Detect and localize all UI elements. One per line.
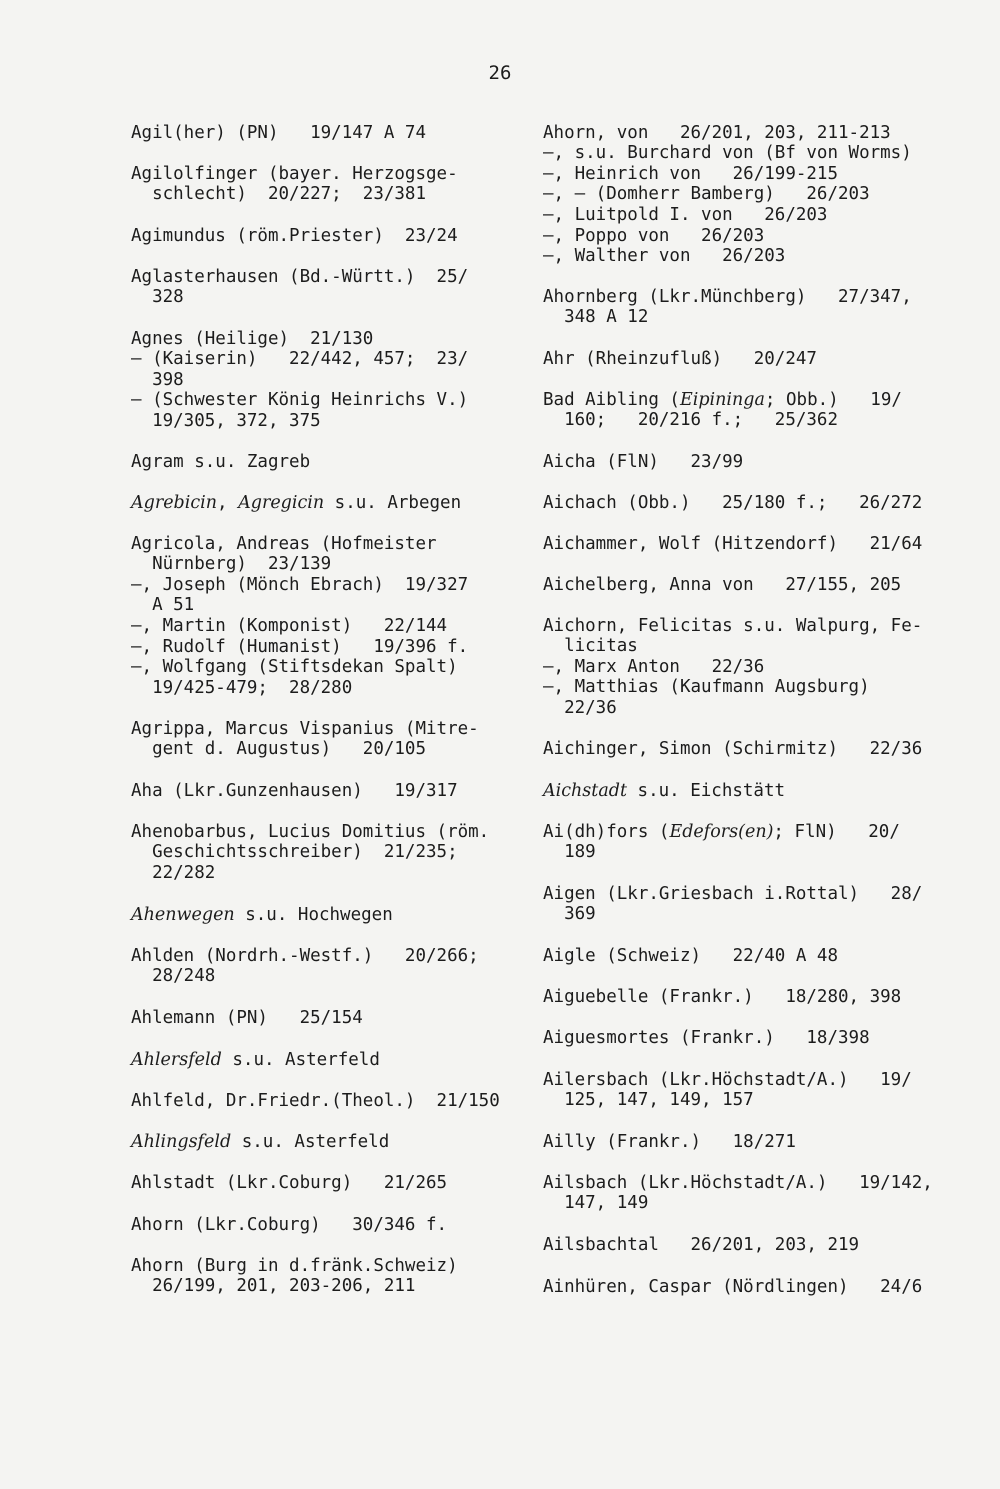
entry-text: Ai(dh)fors ( — [543, 821, 670, 842]
entry-text: —, Rudolf (Humanist) 19/396 f. — [131, 636, 469, 657]
entry-text: Aicha (FlN) 23/99 — [543, 451, 744, 472]
page-number: 26 — [488, 62, 512, 84]
entry-line — [131, 1173, 551, 1194]
entry-text: Aichorn, Felicitas s.u. Walpurg, Fe- — [543, 615, 923, 636]
entry-text: Ahr (Rheinzufluß) 20/247 — [543, 348, 817, 369]
entry-line — [543, 307, 963, 328]
entry-line — [131, 1215, 551, 1236]
entry-line — [543, 575, 963, 596]
entry-text: Aigen (Lkr.Griesbach i.Rottal) 28/ — [543, 883, 923, 904]
entry-line — [131, 123, 551, 144]
entry-text: Ailersbach (Lkr.Höchstadt/A.) 19/ — [543, 1069, 912, 1090]
entry-text: A 51 — [131, 595, 195, 616]
entry-line — [543, 1070, 963, 1091]
entry-text: Agnes (Heilige) 21/130 — [131, 328, 374, 349]
entry-line — [543, 616, 963, 637]
entry-text: Ahlstadt (Lkr.Coburg) 21/265 — [131, 1172, 448, 1193]
entry-text: 328 — [131, 287, 184, 308]
entry-text: —, s.u. Burchard von (Bf von Worms) — [543, 143, 912, 164]
entry-line — [131, 595, 551, 616]
entry-line — [131, 966, 551, 987]
italic-place-name: Ahenwegen — [131, 904, 235, 925]
index-entry — [543, 1173, 963, 1214]
entry-text: s.u. Asterfeld — [231, 1131, 390, 1152]
entry-text: schlecht) 20/227; 23/381 — [131, 184, 427, 205]
entry-text: 19/305, 372, 375 — [131, 411, 321, 432]
entry-line — [543, 884, 963, 905]
entry-text: 189 — [543, 842, 596, 863]
index-entry — [131, 452, 551, 473]
entry-text: Ahlden (Nordrh.-Westf.) 20/266; — [131, 945, 479, 966]
entry-text: — (Schwester König Heinrichs V.) — [131, 390, 469, 411]
index-entry — [543, 739, 963, 760]
entry-line — [543, 1090, 963, 1111]
index-entry — [543, 123, 963, 267]
entry-line — [543, 287, 963, 308]
italic-place-name: Agrebicin — [131, 492, 218, 513]
entry-text: Aglasterhausen (Bd.-Württ.) 25/ — [131, 266, 469, 287]
entry-text: licitas — [543, 636, 638, 657]
index-entry — [131, 226, 551, 247]
entry-line — [131, 1050, 551, 1071]
entry-text: Aiguebelle (Frankr.) 18/280, 398 — [543, 986, 902, 1007]
entry-line — [131, 657, 551, 678]
index-entry — [131, 329, 551, 432]
entry-text: Agilolfinger (bayer. Herzogsge- — [131, 163, 458, 184]
entry-text: Geschichtsschreiber) 21/235; — [131, 842, 458, 863]
index-entry — [543, 534, 963, 555]
entry-line — [543, 493, 963, 514]
entry-line — [131, 554, 551, 575]
entry-text: Ahorn (Lkr.Coburg) 30/346 f. — [131, 1214, 448, 1235]
entry-text: —, — (Domherr Bamberg) 26/203 — [543, 184, 870, 205]
entry-line — [543, 349, 963, 370]
entry-text: Ahorn (Burg in d.fränk.Schweiz) — [131, 1255, 458, 1276]
entry-text: Nürnberg) 23/139 — [131, 554, 332, 575]
entry-text: 22/282 — [131, 862, 216, 883]
entry-line — [543, 842, 963, 863]
entry-text: 348 A 12 — [543, 307, 649, 328]
entry-text: —, Poppo von 26/203 — [543, 225, 765, 246]
entry-text: 398 — [131, 369, 184, 390]
entry-text: —, Martin (Komponist) 22/144 — [131, 616, 448, 637]
index-entry — [543, 884, 963, 925]
index-entry — [543, 1070, 963, 1111]
entry-line — [131, 390, 551, 411]
entry-text: Ahenobarbus, Lucius Domitius (röm. — [131, 821, 490, 842]
entry-line — [131, 863, 551, 884]
entry-line — [543, 184, 963, 205]
entry-text: Agil(her) (PN) 19/147 A 74 — [131, 122, 427, 143]
entry-text: Aichach (Obb.) 25/180 f.; 26/272 — [543, 492, 923, 513]
entry-text: —, Joseph (Mönch Ebrach) 19/327 — [131, 574, 469, 595]
index-entry — [131, 1091, 551, 1112]
index-entry — [543, 987, 963, 1008]
index-entry — [131, 1256, 551, 1297]
italic-place-name: Edefors(en) — [669, 821, 774, 842]
index-entry — [131, 719, 551, 760]
index-entry — [543, 1235, 963, 1256]
entry-line — [131, 493, 551, 514]
entry-text: Aichinger, Simon (Schirmitz) 22/36 — [543, 738, 923, 759]
entry-text: , — [217, 492, 239, 513]
entry-line — [543, 657, 963, 678]
entry-line — [543, 987, 963, 1008]
entry-line — [543, 1173, 963, 1194]
entry-line — [131, 637, 551, 658]
entry-line — [131, 1132, 551, 1153]
entry-line — [543, 904, 963, 925]
entry-line — [131, 842, 551, 863]
entry-line — [131, 411, 551, 432]
entry-line — [131, 164, 551, 185]
entry-line — [543, 164, 963, 185]
index-entry — [543, 616, 963, 719]
entry-line — [543, 677, 963, 698]
entry-text: Aha (Lkr.Gunzenhausen) 19/317 — [131, 780, 458, 801]
entry-line — [131, 329, 551, 350]
entry-text: s.u. Asterfeld — [221, 1049, 380, 1070]
entry-line — [543, 226, 963, 247]
index-entry — [543, 575, 963, 596]
entry-text: 147, 149 — [543, 1193, 649, 1214]
entry-line — [543, 781, 963, 802]
entry-text: Aigle (Schweiz) 22/40 A 48 — [543, 945, 839, 966]
entry-text: ; Obb.) 19/ — [764, 389, 902, 410]
entry-line — [131, 1256, 551, 1277]
entry-text: Agram s.u. Zagreb — [131, 451, 311, 472]
entry-line — [131, 370, 551, 391]
entry-line — [131, 349, 551, 370]
entry-text: Bad Aibling ( — [543, 389, 680, 410]
italic-place-name: Aichstadt — [543, 780, 627, 801]
entry-text: —, Heinrich von 26/199-215 — [543, 163, 839, 184]
index-entry — [543, 287, 963, 328]
index-entry — [131, 1215, 551, 1236]
entry-line — [543, 123, 963, 144]
index-entry — [543, 946, 963, 967]
entry-text: Ahorn, von 26/201, 203, 211-213 — [543, 122, 891, 143]
entry-line — [543, 205, 963, 226]
entry-text: 26/199, 201, 203-206, 211 — [131, 1276, 416, 1297]
index-entry — [543, 822, 963, 863]
entry-line — [131, 678, 551, 699]
entry-text: —, Matthias (Kaufmann Augsburg) — [543, 677, 870, 698]
index-entry — [131, 905, 551, 926]
entry-line — [543, 698, 963, 719]
index-entry — [543, 452, 963, 473]
entry-line — [131, 575, 551, 596]
entry-line — [131, 905, 551, 926]
entry-line — [543, 1132, 963, 1153]
entry-line — [543, 1193, 963, 1214]
index-entry — [131, 822, 551, 884]
entry-line — [131, 946, 551, 967]
entry-text: Ahlfeld, Dr.Friedr.(Theol.) 21/150 — [131, 1090, 500, 1111]
entry-line — [543, 1235, 963, 1256]
entry-text: Agimundus (röm.Priester) 23/24 — [131, 225, 458, 246]
entry-text: s.u. Arbegen — [324, 492, 462, 513]
entry-text: Ahornberg (Lkr.Münchberg) 27/347, — [543, 286, 912, 307]
index-entry — [543, 493, 963, 514]
entry-line — [543, 822, 963, 843]
entry-text: 22/36 — [543, 698, 617, 719]
entry-text: 160; 20/216 f.; 25/362 — [543, 410, 839, 431]
entry-line — [543, 1028, 963, 1049]
italic-place-name: Ahlingsfeld — [131, 1131, 232, 1152]
entry-text: s.u. Hochwegen — [234, 904, 393, 925]
entry-text: Aichelberg, Anna von 27/155, 205 — [543, 574, 902, 595]
entry-line — [131, 739, 551, 760]
entry-line — [131, 267, 551, 288]
entry-text: 19/425-479; 28/280 — [131, 677, 353, 698]
index-entry — [131, 123, 551, 144]
italic-place-name: Agregicin — [238, 492, 325, 513]
italic-place-name: Ahlersfeld — [131, 1049, 222, 1070]
index-entry — [131, 164, 551, 205]
entry-text: —, Marx Anton 22/36 — [543, 656, 765, 677]
entry-text: 369 — [543, 904, 596, 925]
entry-line — [131, 1008, 551, 1029]
index-entry — [131, 1173, 551, 1194]
entry-text: —, Wolfgang (Stiftsdekan Spalt) — [131, 657, 458, 678]
entry-line — [131, 287, 551, 308]
index-entry — [131, 534, 551, 699]
entry-line — [131, 1276, 551, 1297]
entry-line — [543, 1277, 963, 1298]
entry-line — [543, 636, 963, 657]
entry-line — [131, 452, 551, 473]
entry-text: 28/248 — [131, 966, 216, 987]
entry-text: Ailly (Frankr.) 18/271 — [543, 1131, 796, 1152]
index-entry — [543, 349, 963, 370]
entry-line — [543, 534, 963, 555]
index-entry — [543, 390, 963, 431]
entry-text: s.u. Eichstätt — [627, 780, 786, 801]
index-entry — [131, 946, 551, 987]
entry-line — [543, 390, 963, 411]
entry-text: Agricola, Andreas (Hofmeister — [131, 533, 437, 554]
entry-text: 125, 147, 149, 157 — [543, 1090, 754, 1111]
entry-line — [543, 946, 963, 967]
entry-line — [543, 246, 963, 267]
index-entry — [131, 493, 551, 514]
italic-place-name: Eipininga — [679, 389, 765, 410]
entry-line — [131, 719, 551, 740]
entry-line — [131, 616, 551, 637]
entry-line — [543, 739, 963, 760]
entry-text: —, Luitpold I. von 26/203 — [543, 205, 828, 226]
index-entry — [131, 1050, 551, 1071]
index-entry — [543, 1028, 963, 1049]
index-entry — [131, 1008, 551, 1029]
entry-line — [131, 781, 551, 802]
entry-text: gent d. Augustus) 20/105 — [131, 739, 427, 760]
entry-text: Aichammer, Wolf (Hitzendorf) 21/64 — [543, 533, 923, 554]
entry-line — [131, 534, 551, 555]
entry-text: Ahlemann (PN) 25/154 — [131, 1007, 363, 1028]
entry-text: — (Kaiserin) 22/442, 457; 23/ — [131, 349, 469, 370]
entry-text: Ailsbach (Lkr.Höchstadt/A.) 19/142, — [543, 1172, 933, 1193]
entry-text: Ainhüren, Caspar (Nördlingen) 24/6 — [543, 1276, 923, 1297]
index-entry — [131, 1132, 551, 1153]
entry-line — [543, 452, 963, 473]
index-entry — [131, 781, 551, 802]
index-entry — [543, 781, 963, 802]
entry-line — [543, 410, 963, 431]
entry-text: —, Walther von 26/203 — [543, 246, 786, 267]
entry-text: Ailsbachtal 26/201, 203, 219 — [543, 1234, 860, 1255]
index-entry — [543, 1277, 963, 1298]
index-entry — [131, 267, 551, 308]
entry-text: ; FlN) 20/ — [773, 821, 900, 842]
index-entry — [543, 1132, 963, 1153]
entry-line — [131, 1091, 551, 1112]
entry-line — [131, 226, 551, 247]
entry-line — [131, 822, 551, 843]
entry-line — [131, 184, 551, 205]
entry-text: Agrippa, Marcus Vispanius (Mitre- — [131, 718, 479, 739]
entry-text: Aiguesmortes (Frankr.) 18/398 — [543, 1027, 870, 1048]
entry-line — [543, 143, 963, 164]
